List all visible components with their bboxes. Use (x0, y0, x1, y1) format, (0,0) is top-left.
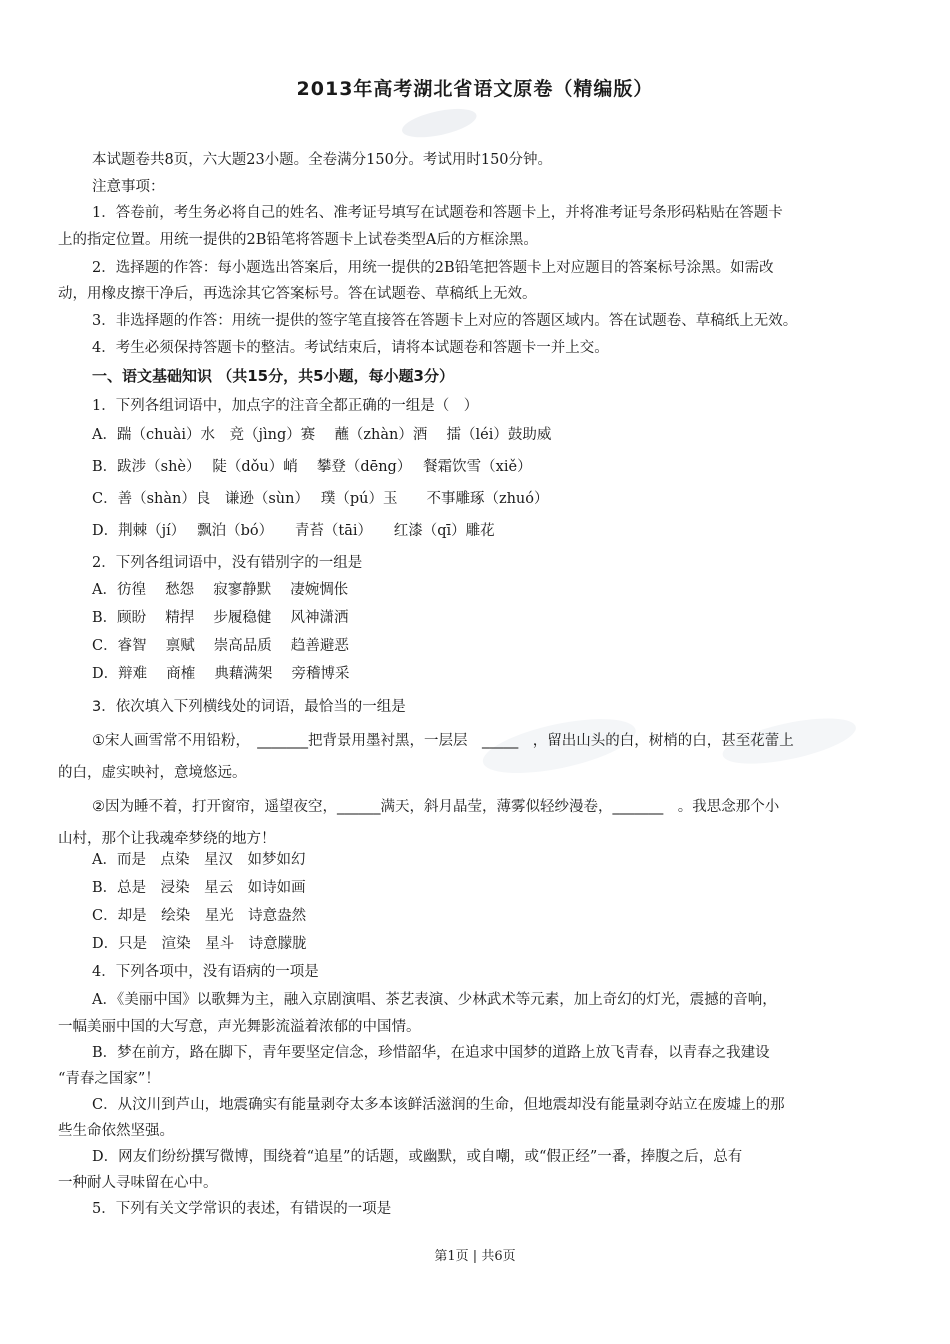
q3-sentence-2: ②因为睡不着，打开窗帘，遥望夜空，______满天，斜月晶莹，薄雾似轻纱漫卷，_______ 。我思念那个小 (92, 799, 780, 815)
q3-sentence-1-cont: 的白，虚实映衬，意境悠远。 (58, 765, 247, 781)
q2-option-b: B．顾盼 精捍 步履稳健 风神潇洒 (92, 610, 349, 626)
page-footer: 第1页 | 共6页 (434, 1249, 516, 1264)
q4-option-c: C．从汶川到芦山，地震确实有能量剥夺太多本该鲜活滋润的生命，但地震却没有能量剥夺站立在废墟上的那 (92, 1097, 785, 1113)
q3-option-a: A．而是 点染 星汉 如梦如幻 (92, 852, 306, 868)
question-2: 2．下列各组词语中，没有错别字的一组是 (92, 555, 363, 571)
q3-sentence-1: ①宋人画雪常不用铅粉， _______把背景用墨衬黑，一层层 _____ ，留出山头的白，树梢的白，甚至花蕾上 (92, 733, 794, 749)
q4-option-a: A．《美丽中国》以歌舞为主，融入京剧演唱、茶艺表演、少林武术等元素，加上奇幻的灯光，震撼的音响， (92, 992, 777, 1008)
intro-text: 本试题卷共8页，六大题23小题。全卷满分150分。考试用时150分钟。 (92, 152, 553, 168)
q4-option-c-cont: 些生命依然坚强。 (58, 1123, 174, 1139)
page-title: 2013年高考湖北省语文原卷（精编版） (296, 78, 654, 100)
notice-3: 3．非选择题的作答：用统一提供的签字笔直接答在答题卡上对应的答题区域内。答在试题卷、草稿纸上无效。 (92, 313, 798, 329)
q4-option-b-cont: “青春之国家”！ (58, 1071, 160, 1087)
q1-option-c: C．善（shàn）良 谦逊（sùn） 璞（pú）玉 不事雕琢（zhuó） (92, 491, 549, 507)
q1-option-a: A．踹（chuài）水 竞（jìng）赛 蘸（zhàn）酒 擂（léi）鼓助威 (92, 427, 552, 443)
q3-sentence-2-cont: 山村，那个让我魂牵梦绕的地方！ (58, 831, 276, 847)
q2-option-a: A．彷徨 愁怨 寂寥静默 凄婉惆伥 (92, 582, 349, 598)
q2-option-d: D．辩难 商榷 典藉满架 旁稽博采 (92, 666, 350, 682)
notice-2-cont: 动，用橡皮擦干净后，再选涂其它答案标号。答在试题卷、草稿纸上无效。 (58, 286, 537, 302)
question-5: 5．下列有关文学常识的表述，有错误的一项是 (92, 1201, 392, 1217)
watermark-logo (397, 100, 483, 153)
q3-option-b: B．总是 浸染 星云 如诗如画 (92, 880, 306, 896)
notice-2: 2．选择题的作答：每小题选出答案后，用统一提供的2B铅笔把答题卡上对应题目的答案标号涂黑。如需改 (92, 260, 774, 276)
q2-option-c: C．睿智 禀赋 崇高品质 趋善避恶 (92, 638, 349, 654)
q4-option-d: D．网友们纷纷撰写微博，围绕着“追星”的话题，或幽默，或自嘲，或“假正经”一番，捧腹之后，总有 (92, 1149, 743, 1165)
notice-1: 1．答卷前，考生务必将自己的姓名、准考证号填写在试题卷和答题卡上，并将准考证号条形码粘贴在答题卡 (92, 205, 783, 221)
q4-option-a-cont: 一幅美丽中国的大写意，声光舞影流溢着浓郁的中国情。 (58, 1019, 421, 1035)
q4-option-d-cont: 一种耐人寻味留在心中。 (58, 1175, 218, 1191)
q3-option-d: D．只是 渲染 星斗 诗意朦胧 (92, 936, 307, 952)
notice-1-cont: 上的指定位置。用统一提供的2B铅笔将答题卡上试卷类型A后的方框涂黑。 (58, 232, 538, 248)
question-1: 1．下列各组词语中，加点字的注音全都正确的一组是（ ） (92, 398, 479, 414)
q1-option-b: B．跋涉（shè） 陡（dǒu）峭 攀登（dēng） 餐霜饮雪（xiě） (92, 459, 532, 475)
question-3: 3．依次填入下列横线处的词语，最恰当的一组是 (92, 699, 406, 715)
section-heading: 一、语文基础知识 （共15分，共5小题，每小题3分） (92, 367, 454, 385)
q4-option-b: B．梦在前方，路在脚下，青年要坚定信念，珍惜韶华，在追求中国梦的道路上放飞青春，以青春之我建设 (92, 1045, 770, 1061)
q1-option-d: D．荆棘（jí） 飘泊（bó） 青苔（tāi） 红漆（qī）雕花 (92, 523, 495, 539)
notice-4: 4．考生必须保持答题卡的整洁。考试结束后，请将本试题卷和答题卡一并上交。 (92, 340, 609, 356)
q3-option-c: C．却是 绘染 星光 诗意盎然 (92, 908, 307, 924)
notice-heading: 注意事项： (92, 179, 165, 195)
question-4: 4．下列各项中，没有语病的一项是 (92, 964, 319, 980)
